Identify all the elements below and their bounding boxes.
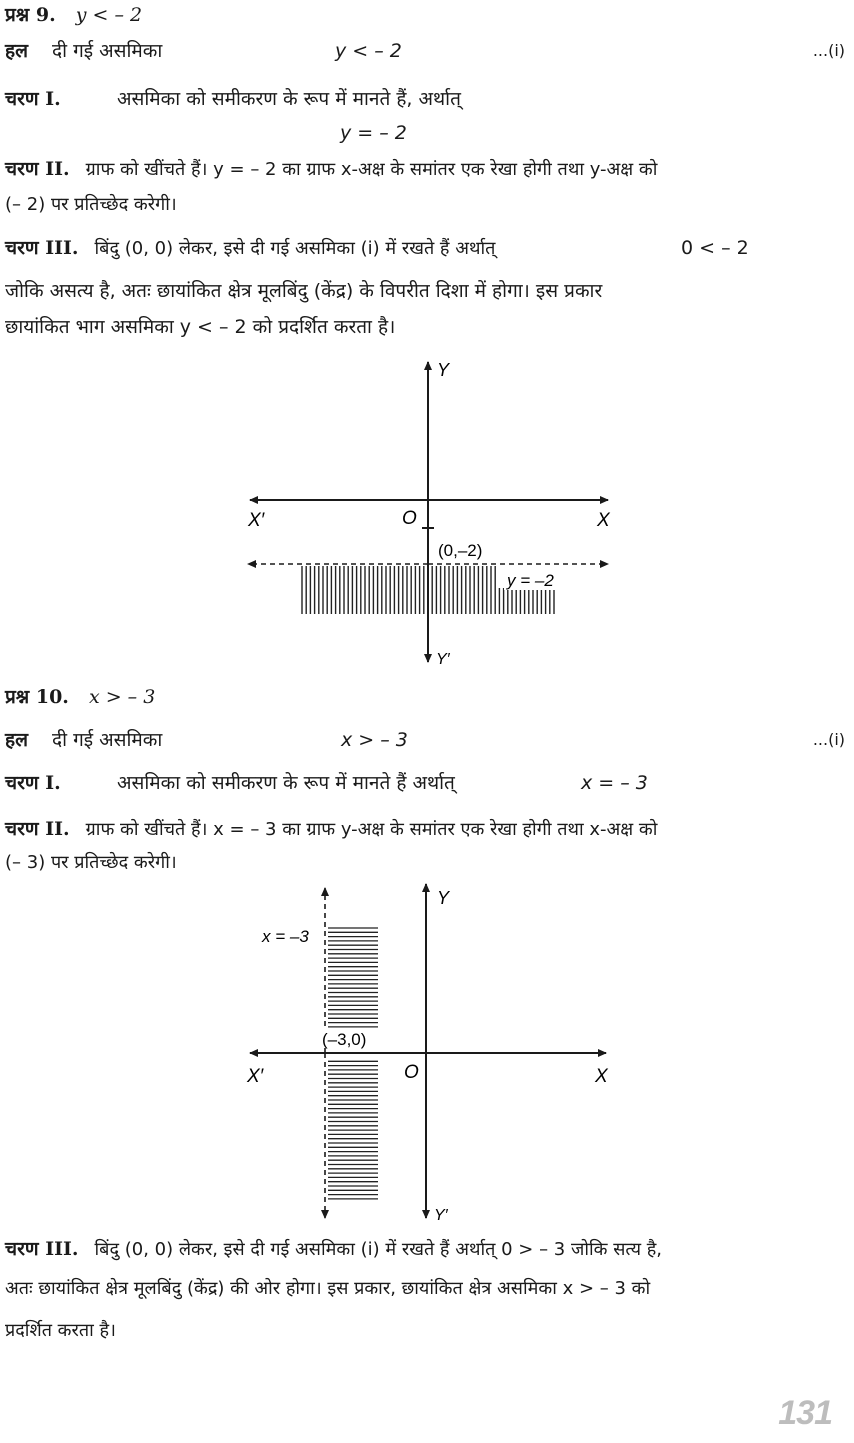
q10-label: प्रश्न 10. <box>5 686 69 708</box>
q10-solution-expr: x > – 3 <box>341 729 408 751</box>
q9-label: प्रश्न 9. <box>5 4 56 26</box>
q10-step1-text: असमिका को समीकरण के रूप में मानते हैं अर्थात् <box>117 772 455 794</box>
q9-solution-ref: ...(i) <box>812 41 845 60</box>
q9-origin-label: O <box>402 508 417 529</box>
q10-x-label: X <box>595 1066 608 1087</box>
q9-step3-expr: 0 < – 2 <box>681 237 749 259</box>
q10-step3-line1: बिंदु (0, 0) लेकर, इसे दी गई असमिका (i) में रखते हैं अर्थात् 0 > – 3 जोकि सत्य है, <box>94 1239 663 1260</box>
q10-step1-equation: x = – 3 <box>581 772 648 794</box>
q9-x-label: X <box>597 510 610 531</box>
q9-solution-expr: y < – 2 <box>335 40 402 62</box>
q9-x-neg-label: X′ <box>248 510 265 531</box>
q9-inequality: y < – 2 <box>75 4 143 26</box>
q9-y-neg-label: Y′ <box>436 651 450 668</box>
q9-step3-label: चरण III. <box>5 237 79 259</box>
q10-step3-label: चरण III. <box>5 1238 79 1260</box>
q9-step2-label: चरण II. <box>5 158 70 180</box>
q9-point-label: (0,–2) <box>438 541 483 560</box>
q10-step1-label: चरण I. <box>5 772 61 794</box>
q10-solution-ref: ...(i) <box>812 730 845 749</box>
q9-solution-label: हल <box>5 40 28 62</box>
q9-step1-equation: y = – 2 <box>340 122 407 144</box>
q10-step3-line3: प्रदर्शित करता है। <box>5 1320 116 1341</box>
q10-step2-label: चरण II. <box>5 818 70 840</box>
q10-step2-line2: (– 3) पर प्रतिच्छेद करेगी। <box>5 852 177 873</box>
q9-step3-text: बिंदु (0, 0) लेकर, इसे दी गई असमिका (i) में रखते हैं अर्थात् <box>94 238 496 259</box>
q10-y-neg-label: Y′ <box>434 1207 448 1224</box>
q10-shaded-region <box>328 928 378 1199</box>
q9-step1-text: असमिका को समीकरण के रूप में मानते हैं, अर्थात् <box>117 88 461 110</box>
q10-step2-line1: ग्राफ को खींचते हैं। x = – 3 का ग्राफ y-अक्ष के समांतर एक रेखा होगी तथा x-अक्ष को <box>85 819 658 840</box>
q9-step2-line2: (– 2) पर प्रतिच्छेद करेगी। <box>5 194 177 215</box>
q9-step1-label: चरण I. <box>5 88 61 110</box>
q9-conclusion-line1: जोकि असत्य है, अतः छायांकित क्षेत्र मूलबिंदु (केंद्र) के विपरीत दिशा में होगा। इस प्रकार <box>5 280 603 302</box>
q10-origin-label: O <box>404 1062 419 1083</box>
q10-inequality: x > – 3 <box>88 686 156 708</box>
q9-step2-line1: ग्राफ को खींचते हैं। y = – 2 का ग्राफ x-अक्ष के समांतर एक रेखा होगी तथा y-अक्ष को <box>85 159 658 180</box>
q10-line-label: x = –3 <box>262 927 309 946</box>
q10-x-neg-label: X′ <box>247 1066 264 1087</box>
q9-conclusion-line2: छायांकित भाग असमिका y < – 2 को प्रदर्शित करता है। <box>5 316 396 338</box>
page-number: 131 <box>778 1394 832 1432</box>
q10-solution-text: दी गई असमिका <box>52 729 163 751</box>
q9-y-label: Y <box>437 360 450 380</box>
q10-y-label: Y <box>437 888 450 908</box>
q10-solution-label: हल <box>5 729 28 751</box>
q10-step3-line2: अतः छायांकित क्षेत्र मूलबिंदु (केंद्र) की ओर होगा। इस प्रकार, छायांकित क्षेत्र असमिका x > – 3 को <box>5 1278 651 1299</box>
q10-step3 <box>5 1236 849 1263</box>
q9-line-label: y = –2 <box>507 571 554 590</box>
q9-solution-text: दी गई असमिका <box>52 40 163 62</box>
q10-point-label: (–3,0) <box>322 1030 367 1049</box>
